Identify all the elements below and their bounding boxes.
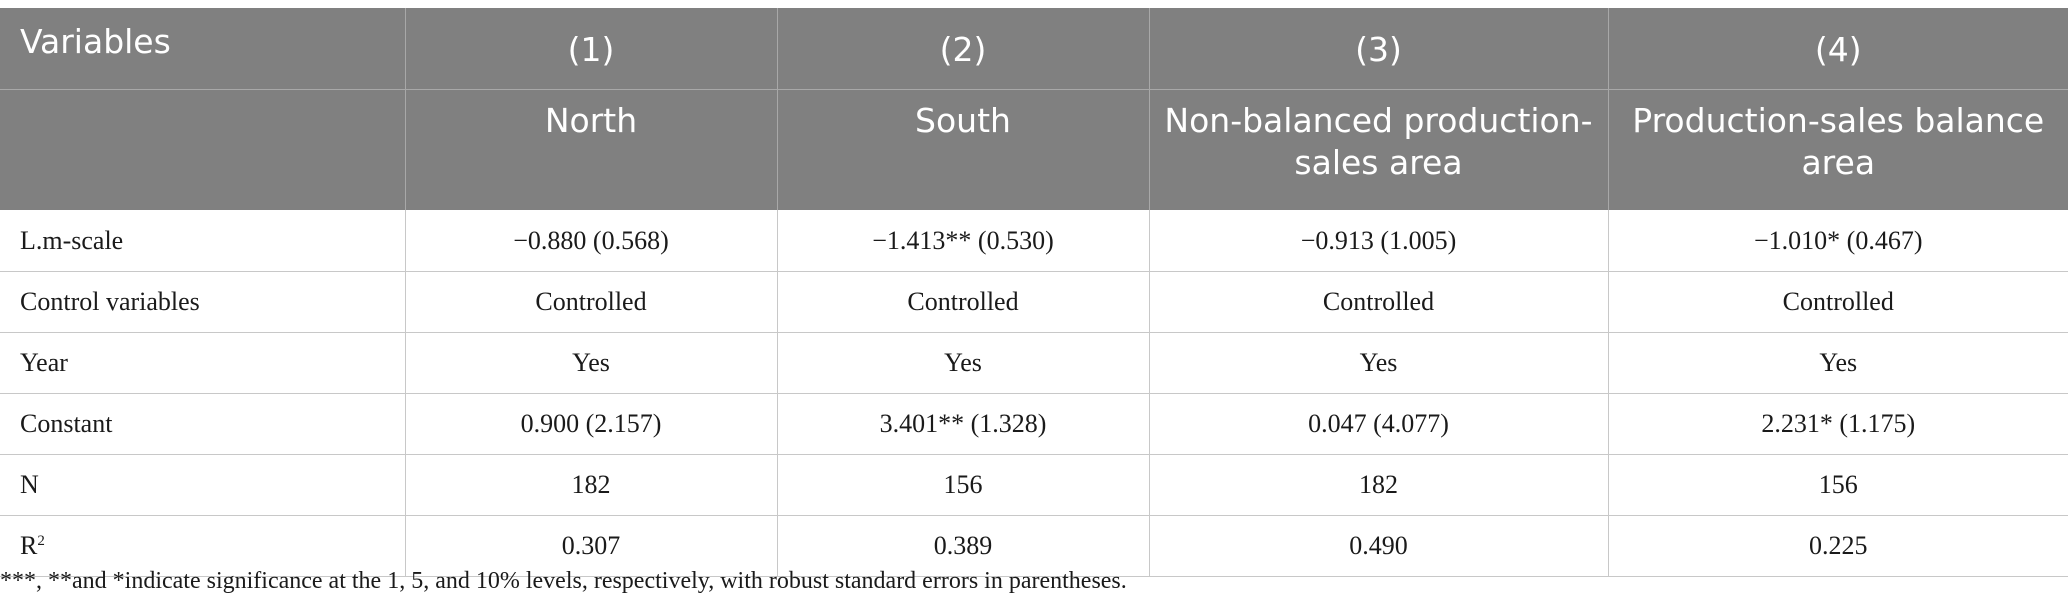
table-cell: 0.307 — [405, 516, 777, 577]
header-balance-area: Production-sales balance area — [1608, 90, 2068, 211]
table-row — [0, 272, 2068, 333]
header-model-4: (4) — [1608, 8, 2068, 90]
table-cell: Yes — [777, 333, 1149, 394]
table-cell: 2.231* (1.175) — [1608, 394, 2068, 455]
table-cell: Controlled — [1149, 272, 1608, 333]
header-model-3: (3) — [1149, 8, 1608, 90]
table-cell: 0.225 — [1608, 516, 2068, 577]
table-header — [0, 8, 2068, 210]
results-table-container — [0, 8, 2068, 577]
header-south: South — [777, 90, 1149, 211]
table-cell: 156 — [777, 455, 1149, 516]
r-squared-label: R — [20, 531, 38, 560]
table-cell: −1.413** (0.530) — [777, 210, 1149, 272]
table-cell: Controlled — [777, 272, 1149, 333]
header-row-regions — [0, 90, 2068, 211]
regression-results-table — [0, 8, 2068, 577]
table-cell: −1.010* (0.467) — [1608, 210, 2068, 272]
table-row — [0, 455, 2068, 516]
header-non-balanced-area: Non-balanced production-sales area — [1149, 90, 1608, 211]
header-north: North — [405, 90, 777, 211]
table-cell: 0.900 (2.157) — [405, 394, 777, 455]
table-cell: 0.389 — [777, 516, 1149, 577]
table-body — [0, 210, 2068, 577]
row-label: Year — [0, 333, 405, 394]
header-model-2: (2) — [777, 8, 1149, 90]
table-row — [0, 333, 2068, 394]
table-row — [0, 394, 2068, 455]
table-cell: Yes — [1608, 333, 2068, 394]
table-cell: −0.880 (0.568) — [405, 210, 777, 272]
table-row — [0, 210, 2068, 272]
table-footnote: ***, **and *indicate significance at the 1, 5, and 10% levels, respectively, with robust standard errors in parentheses. — [0, 568, 1127, 594]
row-label: L.m-scale — [0, 210, 405, 272]
table-cell: 0.490 — [1149, 516, 1608, 577]
header-blank — [0, 90, 405, 211]
table-cell: Controlled — [1608, 272, 2068, 333]
table-cell: 3.401** (1.328) — [777, 394, 1149, 455]
header-variables: Variables — [0, 8, 405, 90]
header-row-model-numbers — [0, 8, 2068, 90]
table-cell: Controlled — [405, 272, 777, 333]
table-cell: 156 — [1608, 455, 2068, 516]
row-label: Constant — [0, 394, 405, 455]
row-label: Control variables — [0, 272, 405, 333]
superscript-two: 2 — [37, 533, 45, 549]
table-cell: −0.913 (1.005) — [1149, 210, 1608, 272]
table-cell: Yes — [1149, 333, 1608, 394]
table-cell: 0.047 (4.077) — [1149, 394, 1608, 455]
header-model-1: (1) — [405, 8, 777, 90]
table-cell: 182 — [1149, 455, 1608, 516]
table-cell: Yes — [405, 333, 777, 394]
table-cell: 182 — [405, 455, 777, 516]
row-label: N — [0, 455, 405, 516]
